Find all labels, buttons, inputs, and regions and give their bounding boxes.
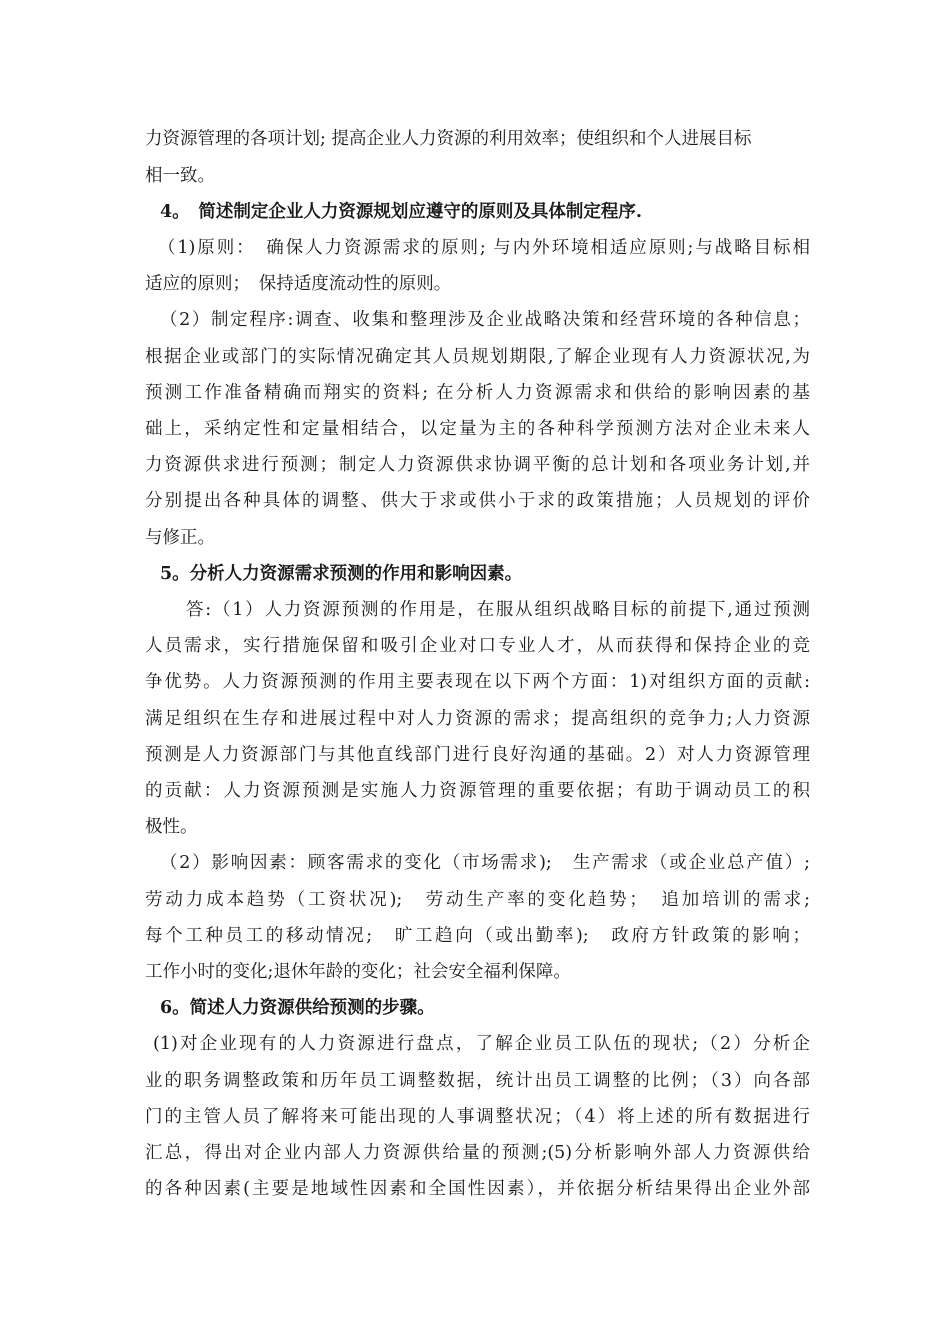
paragraph-line: 础上，采纳定性和定量相结合，以定量为主的各种科学预测方法对企业未来人	[145, 419, 810, 439]
paragraph-line: 每个工种员工的移动情况; 旷工趋向（或出勤率); 政府方针政策的影响；	[145, 926, 810, 946]
section-heading-6: 6。简述人力资源供给预测的步骤。	[160, 998, 435, 1018]
section-heading-4: 4。 简述制定企业人力资源规划应遵守的原则及具体制定程序.	[160, 202, 643, 222]
paragraph-line: (1)对企业现有的人力资源进行盘点，了解企业员工队伍的现状;（2）分析企	[153, 1034, 810, 1054]
paragraph-line: 力资源供求进行预测；制定人力资源供求协调平衡的总计划和各项业务计划,并	[145, 455, 810, 475]
paragraph-line: 门的主管人员了解将来可能出现的人事调整状况；（4）将上述的所有数据进行	[145, 1107, 810, 1127]
paragraph-line: 劳动力成本趋势（工资状况); 劳动生产率的变化趋势； 追加培训的需求;	[145, 890, 810, 910]
paragraph-line: （2）制定程序:调查、收集和整理涉及企业战略决策和经营环境的各种信息；	[160, 310, 810, 330]
paragraph-line: 力资源管理的各项计划; 提高企业人力资源的利用效率；使组织和个人进展目标	[145, 129, 752, 149]
paragraph-line: 争优势。人力资源预测的作用主要表现在以下两个方面：1)对组织方面的贡献:	[145, 672, 810, 692]
paragraph-line: 极性。	[145, 817, 198, 837]
paragraph-line: 人员需求，实行措施保留和吸引企业对口专业人才，从而获得和保持企业的竞	[145, 636, 810, 656]
paragraph-line: 工作小时的变化;退休年龄的变化；社会安全福利保障。	[145, 962, 571, 982]
paragraph-line: 适应的原则； 保持适度流动性的原则。	[145, 274, 452, 294]
paragraph-line: 预测是人力资源部门与其他直线部门进行良好沟通的基础。2）对人力资源管理	[145, 745, 810, 765]
paragraph-line: 相一致。	[145, 166, 215, 186]
paragraph-line: （2）影响因素：顾客需求的变化（市场需求); 生产需求（或企业总产值）;	[160, 853, 810, 873]
paragraph-line: 满足组织在生存和进展过程中对人力资源的需求；提高组织的竞争力;人力资源	[145, 709, 810, 729]
paragraph-line: 业的职务调整政策和历年员工调整数据，统计出员工调整的比例；（3）向各部	[145, 1071, 810, 1091]
paragraph-line: 与修正。	[145, 528, 215, 548]
paragraph-line: 答:（1）人力资源预测的作用是，在服从组织战略目标的前提下,通过预测	[186, 600, 810, 620]
paragraph-line: 的贡献：人力资源预测是实施人力资源管理的重要依据；有助于调动员工的积	[145, 781, 810, 801]
paragraph-line: （1)原则： 确保人力资源需求的原则; 与内外环境相适应原则;与战略目标相	[158, 238, 810, 258]
paragraph-line: 预测工作准备精确而翔实的资料; 在分析人力资源需求和供给的影响因素的基	[145, 383, 810, 403]
paragraph-line: 根据企业或部门的实际情况确定其人员规划期限,了解企业现有人力资源状况,为	[145, 347, 810, 367]
paragraph-line: 分别提出各种具体的调整、供大于求或供小于求的政策措施；人员规划的评价	[145, 491, 810, 511]
paragraph-line: 汇总，得出对企业内部人力资源供给量的预测;(5)分析影响外部人力资源供给	[145, 1143, 810, 1163]
section-heading-5: 5。分析人力资源需求预测的作用和影响因素。	[160, 564, 523, 584]
paragraph-line: 的各种因素(主要是地域性因素和全国性因素），并依据分析结果得出企业外部	[145, 1179, 810, 1199]
